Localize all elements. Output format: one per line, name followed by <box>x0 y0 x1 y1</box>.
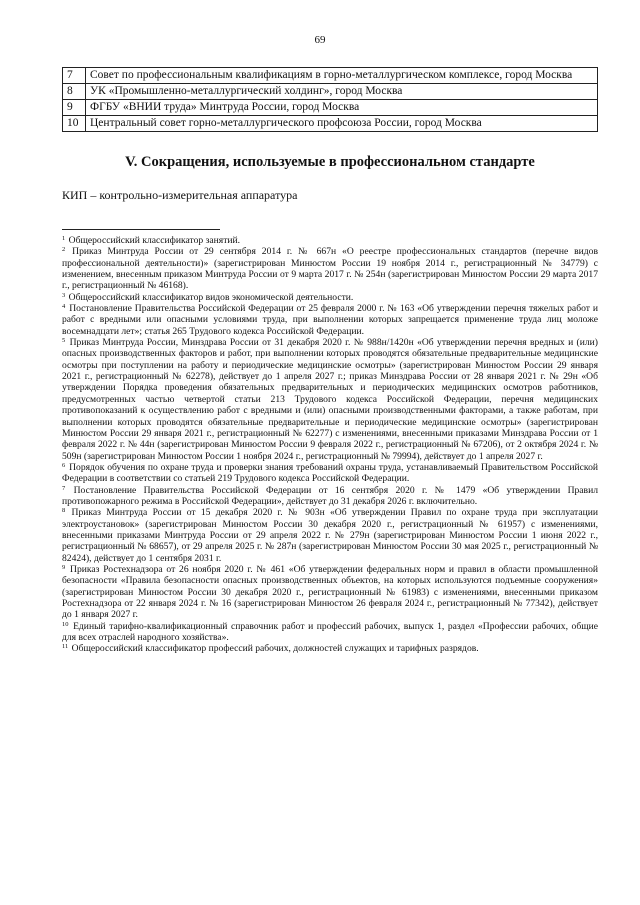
table-row <box>63 100 598 116</box>
footnote-number: 4 <box>62 303 66 311</box>
footnote-text: Единый тарифно-квалификационный справочник работ и профессий рабочих, выпуск 1, раздел «Профессии рабочих, общие для всех отраслей народного хозяйства». <box>62 620 599 644</box>
footnote-text: Приказ Ростехнадзора от 26 ноября 2020 г. № 461 «Об утверждении федеральных норм и правил в области промышленной безопасности «Правила безопасности опасных производственных объектов, на которых используются подъемные сооружения» (зарегистрирован Минюстом России 30 декабря 2020 г., регистрационный № 61983) с изменениями, внесенными приказом Ростехнадзора от 22 января 2024 г. № 16 (зарегистрирован Минюстом 26 февраля 2024 г., регистрационный № 77342), действует до 1 января 2027 г. <box>62 563 598 621</box>
footnote-number: 1 <box>62 235 66 242</box>
footnote-text: Общероссийский классификатор занятий. <box>68 235 241 246</box>
footnote-number: 2 <box>62 246 66 254</box>
footnote-text: Приказ Минтруда России от 15 декабря 2020 г. № 903н «Об утверждении Правил по охране труда при эксплуатации электроустановок» (зарегистрирован Минюстом России 30 декабря 2020 г., регистрационный № 61957) с изменениями, внесенными приказами Минтруда России от 29 апреля 2022 г. № 279н (зарегистрирован Минюстом России 1 июня 2022 г., регистрационный № 68657), от 29 апреля 2025 г. № 287н (зарегистрирован Минюстом России 30 мая 2025 г., регистрационный № 82424), действует до 1 сентября 2031 г. <box>62 507 598 564</box>
footnote-number: 10 <box>62 620 69 628</box>
footnote <box>62 235 598 246</box>
row-text: Совет по профессиональным квалификациям в горно-металлургическом комплексе, город Москва <box>86 68 598 84</box>
row-text: УК «Промышленно-металлургический холдинг», город Москва <box>86 84 598 100</box>
footnote-number: 3 <box>62 291 66 299</box>
footnote-divider <box>62 229 220 230</box>
section-title: V. Сокращения, используемые в профессиональном стандарте <box>125 154 535 170</box>
footnote-number: 9 <box>62 563 66 571</box>
footnote-number: 11 <box>62 643 69 651</box>
organizations-table <box>62 67 598 132</box>
footnote-text: Постановление Правительства Российской Федерации от 16 сентября 2020 г. № 1479 «Об утверждении Правил противопожарного режима в Российской Федерации», действует до 31 декабря 2026 г. включительно. <box>62 484 599 507</box>
footnote <box>62 621 598 644</box>
footnote-number: 7 <box>62 484 66 492</box>
page-number: 69 <box>314 34 326 46</box>
row-number: 10 <box>63 116 86 132</box>
row-number: 8 <box>63 84 86 100</box>
row-number: 7 <box>63 68 86 84</box>
footnote <box>62 462 598 485</box>
footnote-number: 8 <box>62 507 66 515</box>
footnote-text: Приказ Минтруда России от 29 сентября 2014 г. № 667н «О реестре профессиональных стандартов (перечне видов профессиональной деятельности)» (зарегистрирован Минюстом России 19 ноября 2014 г., регистрационный № 34779) с изменением, внесенным приказом Минтруда России от 9 марта 2017 г. № 254н (зарегистрирован Минюстом России 29 марта 2017 г., регистрационный № 46168). <box>62 246 598 292</box>
row-text: ФГБУ «ВНИИ труда» Минтруда России, город Москва <box>86 100 598 116</box>
footnote-text: Порядок обучения по охране труда и проверки знания требований охраны труда, устанавливаемый Правительством Российской Федерации в соответствии со статьей 219 Трудового кодекса Российской Федерации. <box>62 461 599 485</box>
footnote <box>62 507 598 564</box>
footnote-text: Общероссийский классификатор профессий рабочих, должностей служащих и тарифных разрядов. <box>71 643 479 655</box>
footnote-number: 5 <box>62 337 66 345</box>
abbreviation-entry: КИП – контрольно-измерительная аппаратура <box>62 188 298 202</box>
footnote <box>62 485 598 508</box>
footnote <box>62 303 598 337</box>
table-row <box>63 68 598 84</box>
footnote-text: Постановление Правительства Российской Федерации от 25 февраля 2000 г. № 163 «Об утверждении перечня тяжелых работ и работ с вредными или опасными условиями труда, при выполнении которых запрещается применение труда лиц моложе восемнадцати лет»; статья 265 Трудового кодекса Российской Федерации. <box>62 303 598 337</box>
footnote <box>62 337 598 462</box>
table-row <box>63 84 598 100</box>
footnote <box>62 643 598 654</box>
footnote <box>62 246 598 291</box>
footnotes <box>62 235 598 655</box>
row-number: 9 <box>63 100 86 116</box>
footnote <box>62 292 598 303</box>
table-row <box>63 116 598 132</box>
footnote <box>62 564 598 621</box>
footnote-number: 6 <box>62 461 66 469</box>
footnote-text: Приказ Минтруда России, Минздрава России от 31 декабря 2020 г. № 988н/1420н «Об утверждении перечня вредных и (или) опасных производственных факторов и работ, при выполнении которых проводятся обязательные предварительные медицинские осмотры при поступлении на работу и периодические медицинские осмотры» (зарегистрирован Минюстом России 29 января 2021 г., регистрационный № 62278), действует до 1 апреля 2027 г.; приказ Минздрава России от 28 января 2021 г. № 29н «Об утверждении Порядка проведения обязательных предварительных и периодических медицинских осмотров работников, предусмотренных частью четвертой статьи 213 Трудового кодекса Российской Федерации, перечня медицинских противопоказаний к осуществлению работ с вредными и (или) опасными производственными факторами, а также работам, при выполнении которых проводятся обязательные предварительные и периодические медицинские осмотры» (зарегистрирован Минюстом России 29 января 2021 г., регистрационный № 62277) с изменениями, внесенными приказами Минздрава России от 1 февраля 2022 г. № 44н (зарегистрирован Минюстом России 9 февраля 2022 г., регистрационный № 67206), от 2 октября 2024 г. № 509н (зарегистрирован Минюстом России 1 ноября 2024 г., регистрационный № 79994), действует до 1 апреля 2027 г. <box>62 337 598 462</box>
footnote-text: Общероссийский классификатор видов экономической деятельности. <box>68 291 354 303</box>
row-text: Центральный совет горно-металлургического профсоюза России, город Москва <box>86 116 598 132</box>
